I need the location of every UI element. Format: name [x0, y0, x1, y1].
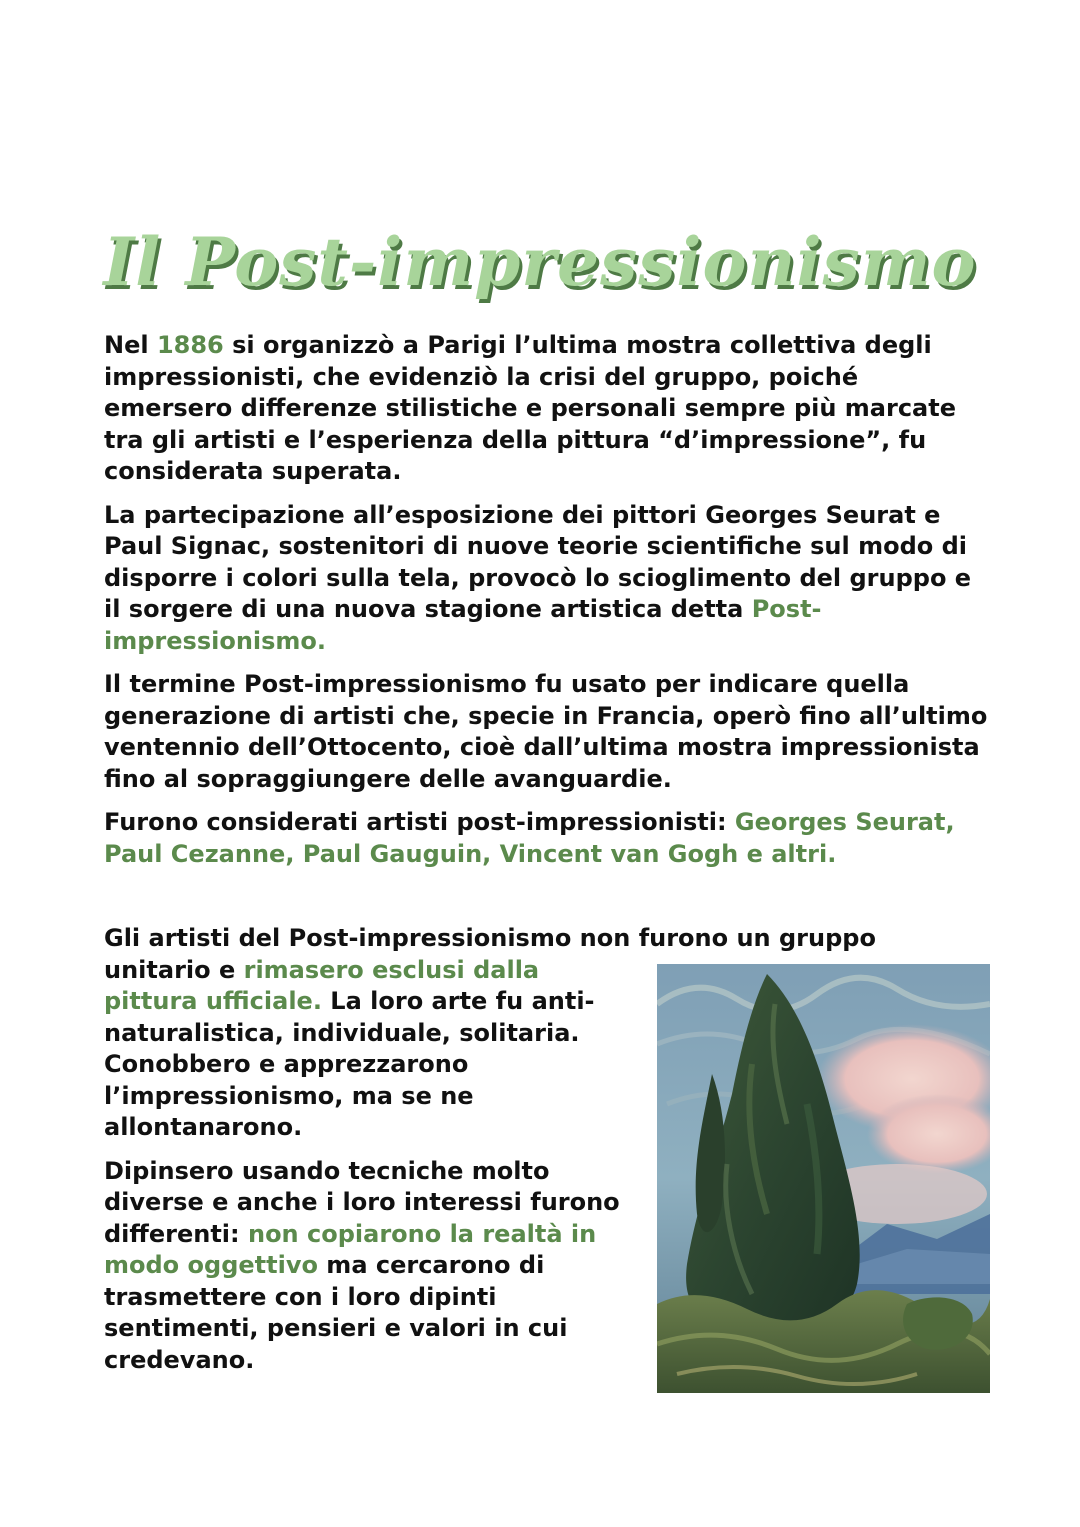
cypress-painting-image	[657, 964, 990, 1393]
text-segment: Nel	[104, 331, 157, 359]
intro-text-block	[104, 330, 994, 882]
page-title: Il Post-impressionismo	[103, 223, 977, 301]
highlight-artists: Georges Seurat, Paul Cezanne, Paul Gauguin, Vincent van Gogh e altri.	[104, 808, 955, 868]
highlight-reality: non copiarono la realtà in modo oggettivo	[104, 1219, 597, 1279]
text-segment: si organizzò a Parigi l’ultima mostra collettiva degli impressionisti, che evidenziò la crisi del gruppo, poiché emersero differenze stilistiche e personali sempre più marcate tra gli artisti e l’esperienza della pittura “d’impressione”, fu considerata superata.	[104, 331, 956, 485]
paragraph-1	[104, 330, 994, 488]
highlight-term: Post-impressionismo.	[104, 595, 822, 655]
section2-paragraph-1	[104, 955, 634, 1144]
highlight-excluded: rimasero esclusi dalla pittura ufficiale.	[104, 955, 540, 1015]
paragraph-2	[104, 500, 994, 658]
section2-line-1: Gli artisti del Post-impressionismo non furono un gruppo	[104, 924, 876, 952]
text-segment: ma cercarono di trasmettere con i loro dipinti sentimenti, pensieri e valori in cui credevano.	[104, 1251, 568, 1374]
text-segment: Furono considerati artisti post-impressionisti:	[104, 808, 735, 836]
text-segment: La loro arte fu anti-naturalistica, individuale, solitaria. Conobbero e apprezzarono l’impressionismo, ma se ne allontanarono.	[104, 987, 595, 1141]
text-segment: Dipinsero usando tecniche molto diverse e anche i loro interessi furono differenti:	[104, 1156, 620, 1248]
paragraph-4	[104, 807, 994, 870]
paragraph-3	[104, 669, 994, 795]
text-segment: Il termine Post-impressionismo fu usato per indicare quella generazione di artisti che, specie in Francia, operò fino all’ultimo ventennio dell’Ottocento, cioè dall’ultima mostra impressionista fino al sopraggiungere delle avanguardie.	[104, 670, 988, 793]
text-segment: unitario e	[104, 955, 244, 984]
section2-paragraph-2	[104, 1156, 634, 1377]
painting-illustration	[657, 964, 990, 1393]
text-segment: La partecipazione all’esposizione dei pittori Georges Seurat e Paul Signac, sostenitori di nuove teorie scientifiche sul modo di disporre i colori sulla tela, provocò lo scioglimento del gruppo e il sorgere di una nuova stagione artistica detta	[104, 500, 972, 623]
highlight-year: 1886	[156, 331, 224, 359]
